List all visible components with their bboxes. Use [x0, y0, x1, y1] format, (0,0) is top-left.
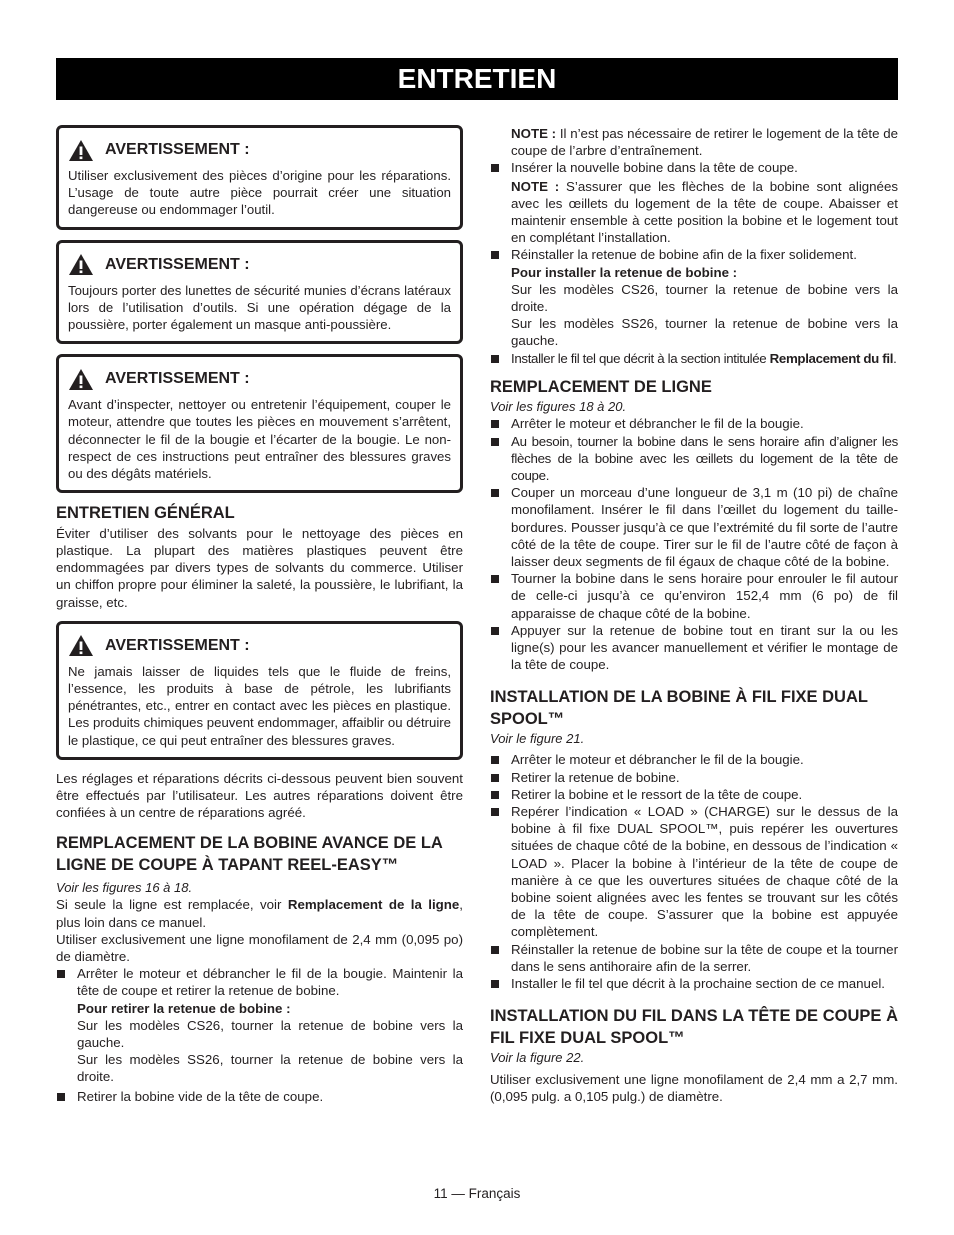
list-item: Insérer la nouvelle bobine dans la tête de coupe. NOTE : S’assurer que les flèches de la bobine sont alignées avec les œillets du logement de la tête de coupe. Abaisser et maintenir ensemble à cette position la bobine et le logement tout en complétant l’installation.: [490, 159, 898, 246]
list-item: Repérer l’indication « LOAD » (CHARGE) sur le dessus de la bobine à fil fixe DUAL SPOOL™, puis repérer les ouvertures situées de chaque côté de la bobine, en dessous de l’indication « LOAD ». Placer la bobine à l’intérieur de la tête de coupe de manière à ce que les ouvertures situées de chaque côté de la bobine soient alignées avec les fentes se trouvant sur les côtés de la tête de coupe. S’assurer que la bobine est appuyée complètement.: [490, 803, 898, 941]
dual-spool-line-heading: INSTALLATION DU FIL DANS LA TÊTE DE COUPE À FIL FIXE DUAL SPOOL™: [490, 1007, 898, 1047]
left-column: [56, 125, 463, 1105]
warning-text: Toujours porter des lunettes de sécurité munies d’écrans latéraux lors de l’utilisation d’outils. Si une opération dégage de la poussière, porter également un masque anti-poussière.: [68, 282, 451, 333]
dual-spool-steps-list: [490, 751, 898, 992]
reel-steps-list-continued: [490, 159, 898, 366]
general-maintenance-heading: ENTRETIEN GÉNÉRAL: [56, 504, 235, 523]
line-steps-list: [490, 415, 898, 673]
warning-text: Ne jamais laisser de liquides tels que le fluide de freins, l’essence, les produits à base de pétrole, les lubrifiants pénétrantes, etc., entrer en contact avec les pièces en plastique. Les produits chimiques peuvent endommager, affaiblir ou détruire le plastique, ce qui peut entraîner des blessures graves.: [68, 663, 451, 748]
line-see-figures: Voir les figures 18 à 20.: [490, 399, 627, 415]
list-item: Arrêter le moteur et débrancher le fil de la bougie. Maintenir la tête de coupe et retirer la retenue de bobine. Pour retirer la retenue de bobine : Sur les modèles CS26, tourner la retenue de bobine vers la gauche. Sur les modèles SS26, tourner la retenue de bobine vers la droite.: [56, 965, 463, 1085]
warning-text: Utiliser exclusivement des pièces d’origine pour les réparations. L’usage de toute autre pièce pourrait créer une situation dangereuse ou endommager l’outil.: [68, 168, 451, 218]
warning-triangle-icon: [68, 368, 94, 391]
list-item: Installer le fil tel que décrit à la prochaine section de ce manuel.: [490, 975, 898, 992]
warning-box-4: [56, 621, 463, 760]
warning-box-2: [56, 240, 463, 345]
warning-box-3: [56, 354, 463, 493]
dual-spool-line-see-figure: Voir la figure 22.: [490, 1050, 585, 1066]
dual-spool-see-figure: Voir le figure 21.: [490, 731, 585, 747]
warning-text: Avant d’inspecter, nettoyer ou entretenir l’équipement, couper le moteur, attendre que toutes les pièces en mouvement s’arrêtent, déconnecter le fil de la bougie et l’écarter de la bougie. Le non-respect de ces instructions peut entraîner des blessures graves ou des dégâts matériels.: [68, 397, 451, 482]
reel-paragraph-2: Utiliser exclusivement une ligne monofilament de 2,4 mm (0,095 po) de diamètre.: [56, 931, 463, 964]
general-maintenance-text: Éviter d’utiliser des solvants pour le nettoyage des pièces en plastique. La plupart des matières plastiques peuvent être endommagées par divers types de solvants du commerce. Utiliser un chiffon propre pour éliminer la saleté, la poussière, le lubrifiant, la graisse, etc.: [56, 525, 463, 610]
reel-easy-heading: REMPLACEMENT DE LA BOBINE AVANCE DE LA LIGNE DE COUPE À TAPANT REEL-EASY™: [56, 834, 443, 874]
list-item: Réinstaller la retenue de bobine sur la tête de coupe et la tourner dans le sens antihoraire afin de la serrer.: [490, 941, 898, 975]
warning-triangle-icon: [68, 634, 94, 657]
warning-triangle-icon: [68, 139, 94, 162]
reel-note-1: NOTE : Il n’est pas nécessaire de retirer le logement de la tête de coupe de l’arbre d’entraînement.: [511, 126, 898, 159]
warning-triangle-icon: [68, 253, 94, 276]
repairs-text: Les réglages et réparations décrits ci-dessous peuvent bien souvent être effectués par l’utilisateur. Les autres réparations doivent être confiées à un centre de réparations agréé.: [56, 770, 463, 821]
list-item: Arrêter le moteur et débrancher le fil de la bougie.: [490, 415, 898, 432]
list-item: Appuyer sur la retenue de bobine tout en tirant sur la ou les ligne(s) pour les avancer manuellement et vérifier le montage de la tête de coupe.: [490, 622, 898, 674]
reel-see-figures: Voir les figures 16 à 18.: [56, 880, 193, 896]
reel-steps-list: [56, 965, 463, 1105]
right-column: [490, 125, 898, 1106]
dual-spool-line-text: Utiliser exclusivement une ligne monofilament de 2,4 mm a 2,7 mm. (0,095 pulg. a 0,105 pulg.) de diamètre.: [490, 1072, 898, 1105]
list-item: Réinstaller la retenue de bobine afin de la fixer solidement. Pour installer la retenue de bobine : Sur les modèles CS26, tourner la retenue de bobine vers la droite. Sur les modèles SS26, tourner la retenue de bobine vers la gauche.: [490, 246, 898, 349]
list-item: Couper un morceau d’une longueur de 3,1 m (10 pi) de chaîne monofilament. Insérer le fil dans l’œillet du logement du taille-bordures. Pousser jusqu’à ce que l’extrémité du fil sorte de l’autre côté de la tête de coupe. Tirer sur le fil de l’autre côté de façon à laisser deux segments de fil égaux de chaque côté de la bobine.: [490, 484, 898, 570]
warning-title: AVERTISSEMENT :: [105, 636, 250, 654]
warning-title: AVERTISSEMENT :: [105, 141, 250, 158]
list-item: Au besoin, tourner la bobine dans le sens horaire afin d’aligner les flèches de la bobine avec les œillets du logement de la tête de coupe.: [490, 433, 898, 485]
warning-title: AVERTISSEMENT :: [105, 370, 250, 388]
warning-box-1: [56, 125, 463, 230]
page-footer: 11 — Français: [433, 1186, 521, 1201]
list-item: Installer le fil tel que décrit à la section intitulée Remplacement du fil.: [490, 350, 898, 367]
dual-spool-install-heading: INSTALLATION DE LA BOBINE À FIL FIXE DUAL SPOOL™: [490, 688, 868, 728]
list-item: Retirer la bobine et le ressort de la tête de coupe.: [490, 786, 898, 803]
list-item: Retirer la bobine vide de la tête de coupe.: [56, 1088, 463, 1105]
list-item: Arrêter le moteur et débrancher le fil de la bougie.: [490, 751, 898, 768]
list-item: Retirer la retenue de bobine.: [490, 769, 898, 786]
warning-title: AVERTISSEMENT :: [105, 255, 250, 273]
reel-paragraph-1: Si seule la ligne est remplacée, voir Remplacement de la ligne, plus loin dans ce manuel.: [56, 897, 463, 930]
line-replacement-heading: REMPLACEMENT DE LIGNE: [490, 377, 712, 396]
page-banner-title: ENTRETIEN: [56, 58, 898, 100]
list-item: Tourner la bobine dans le sens horaire pour enrouler le fil autour de celle-ci jusqu’à ce qu’environ 152,4 mm (6 po) de fil apparaisse de chaque côté de la bobine.: [490, 570, 898, 622]
